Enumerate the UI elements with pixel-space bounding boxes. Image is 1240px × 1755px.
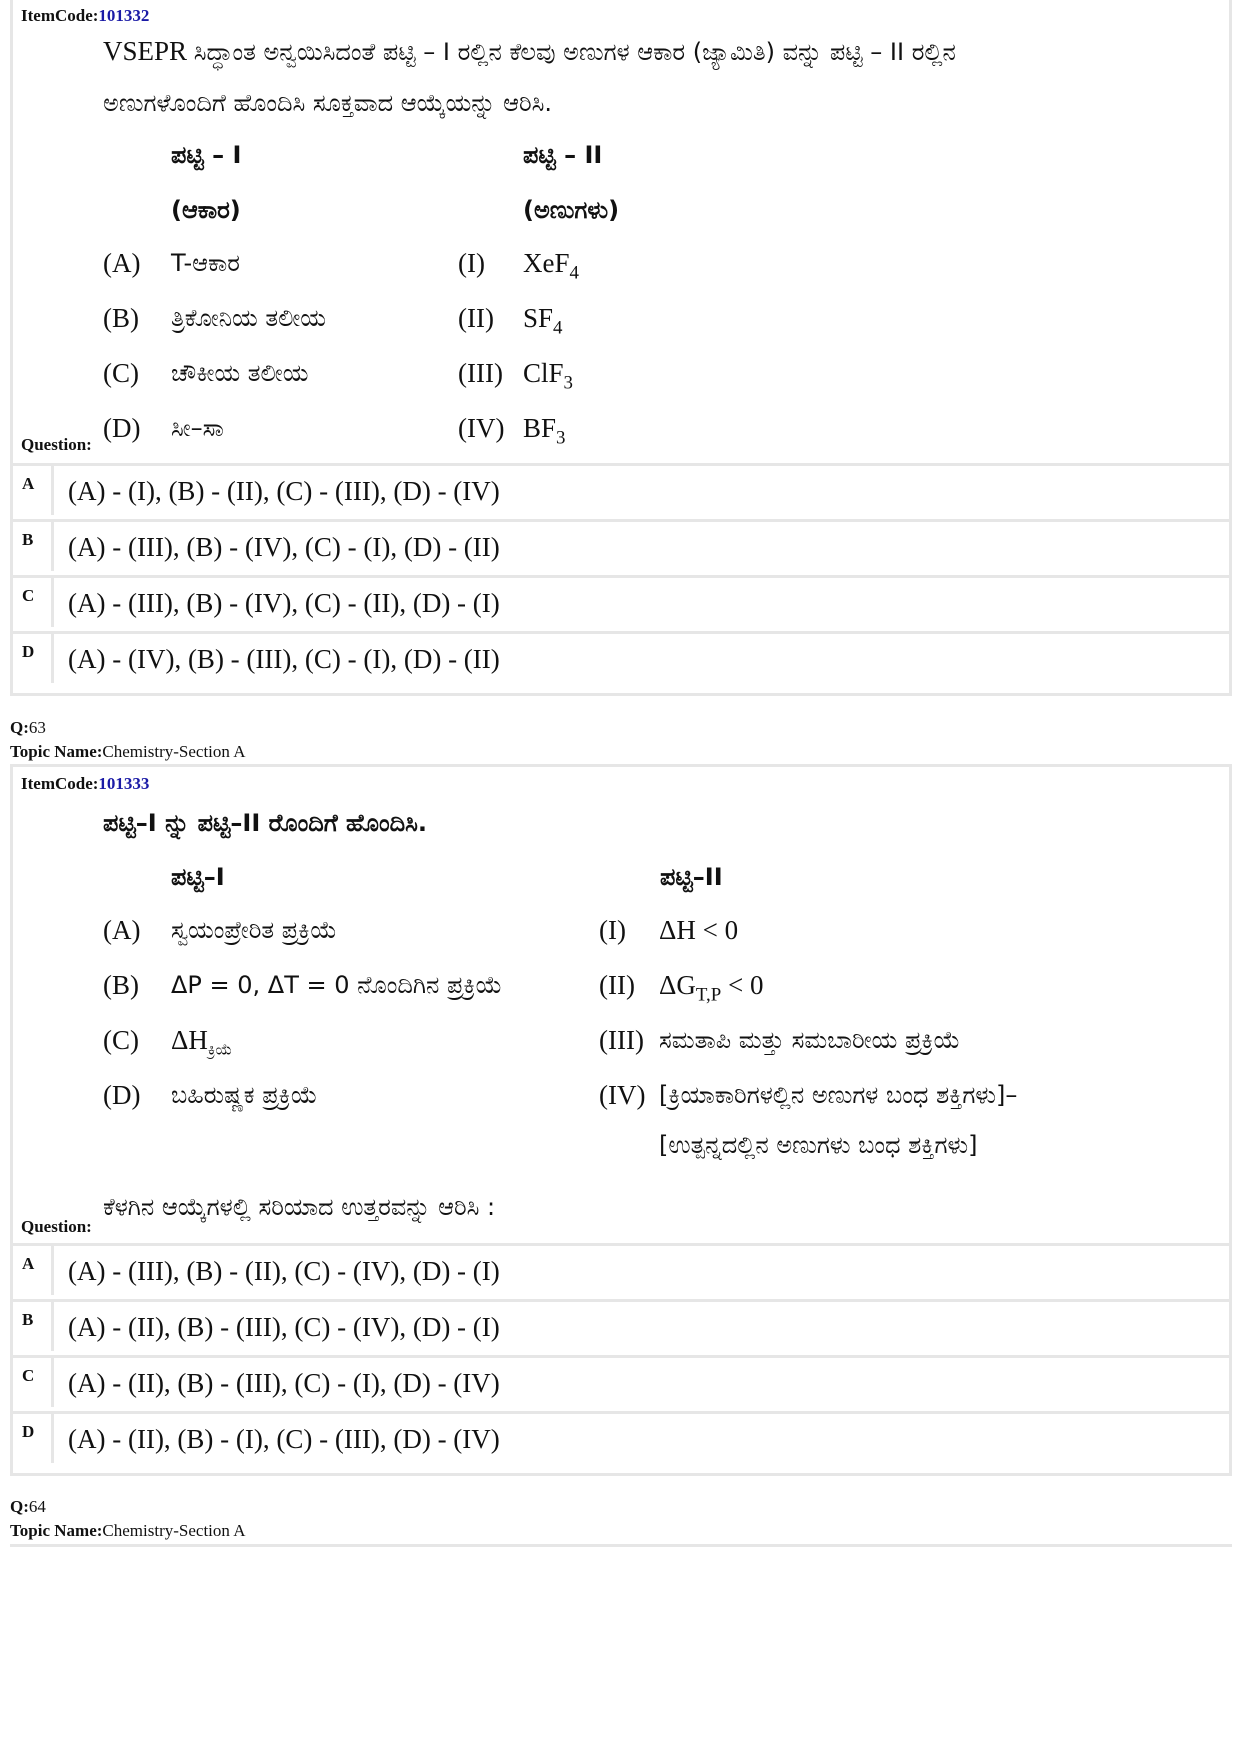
option-c[interactable] (13, 1355, 1229, 1407)
option-text: (A) - (III), (B) - (IV), (C) - (II), (D) - (I) (51, 578, 1229, 627)
row-formula: BF (523, 413, 557, 443)
row-shape: ತ್ರಿಕೋನಿಯ ತಲೀಯ (171, 304, 327, 332)
row-label: (A) (103, 915, 141, 945)
option-text: (A) - (II), (B) - (III), (C) - (IV), (D) - (I) (51, 1302, 1229, 1351)
option-c[interactable] (13, 575, 1229, 627)
row-match: [ಕ್ರಿಯಾಕಾರಿಗಳಲ್ಲಿನ ಅಣುಗಳ ಬಂಧ ಶಕ್ತಿಗಳು]– (659, 1081, 1018, 1109)
option-letter: C (22, 1366, 35, 1385)
list-2-title: ಪಟ್ಟಿ – II (523, 141, 603, 169)
row-item: ΔH (171, 1025, 208, 1055)
row-match-subscript: T,P (695, 984, 722, 1006)
option-text: (A) - (III), (B) - (II), (C) - (IV), (D) - (I) (51, 1246, 1229, 1295)
question-stem (103, 34, 1223, 120)
row-roman: (I) (599, 915, 626, 945)
row-shape: ಸೀ–ಸಾ (171, 414, 224, 442)
row-match-line-2: [ಉತ್ಪನ್ನದಲ್ಲಿನ ಅಣುಗಳು ಬಂಧ ಶಕ್ತಿಗಳು] (659, 1131, 978, 1159)
row-formula-subscript: 3 (563, 372, 573, 394)
item-code-value: 101333 (98, 774, 150, 793)
row-formula-subscript: 4 (553, 317, 563, 339)
row-roman: (II) (599, 970, 635, 1000)
option-text: (A) - (II), (B) - (III), (C) - (I), (D) - (IV) (51, 1358, 1229, 1407)
question-label: Question: (21, 1217, 92, 1236)
divider (10, 1544, 1232, 1547)
row-label: (C) (103, 358, 139, 388)
row-label: (C) (103, 1025, 139, 1055)
question-stem (103, 805, 427, 840)
question-card-63 (10, 764, 1232, 1476)
question-card-62 (10, 0, 1232, 696)
row-label: (D) (103, 1080, 141, 1110)
topic-name: Chemistry-Section A (102, 742, 246, 761)
row-formula-subscript: 3 (556, 427, 566, 449)
stem-line-1: ಪಟ್ಟಿ–I ನ್ನು ಪಟ್ಟಿ–II ರೊಂದಿಗೆ ಹೊಂದಿಸಿ. (103, 809, 427, 837)
item-code-label: ItemCode: (21, 774, 99, 793)
row-roman: (IV) (599, 1080, 646, 1110)
option-d[interactable] (13, 631, 1229, 683)
option-d[interactable] (13, 1411, 1229, 1463)
option-text: (A) - (III), (B) - (IV), (C) - (I), (D) - (II) (51, 522, 1229, 571)
question-label: Question: (21, 435, 92, 454)
row-item: ಸ್ವಯಂಪ್ರೇರಿತ ಪ್ರಕ್ರಿಯೆ (171, 916, 338, 944)
item-code-label: ItemCode: (21, 6, 99, 25)
list-1-subtitle: (ಆಕಾರ) (171, 196, 241, 224)
row-roman: (III) (458, 358, 503, 388)
option-letter: D (22, 642, 35, 661)
row-item: ΔP = 0, ΔT = 0 ನೊಂದಿಗಿನ ಪ್ರಕ್ರಿಯೆ (171, 971, 503, 999)
row-match: ΔG (659, 970, 696, 1000)
list-2-title: ಪಟ್ಟಿ–II (660, 863, 723, 891)
question-number-line (10, 718, 46, 738)
option-letter: D (22, 1422, 35, 1441)
option-letter: A (22, 1254, 35, 1273)
row-label: (A) (103, 248, 141, 278)
option-text: (A) - (I), (B) - (II), (C) - (III), (D) - (IV) (51, 466, 1229, 515)
row-label: (B) (103, 303, 139, 333)
row-item: ಬಹಿರುಷ್ಣಕ ಪ್ರಕ್ರಿಯೆ (171, 1081, 318, 1109)
option-letter: B (22, 1310, 34, 1329)
row-shape: ಚೌಕೀಯ ತಲೀಯ (171, 359, 309, 387)
list-1-title: ಪಟ್ಟಿ – I (171, 141, 242, 169)
row-shape: T-ಆಕಾರ (171, 249, 240, 277)
row-roman: (II) (458, 303, 494, 333)
option-a[interactable] (13, 1243, 1229, 1295)
row-match: ΔH < 0 (659, 915, 739, 945)
row-match-tail: < 0 (721, 970, 764, 1000)
q-label: Q: (10, 1497, 29, 1516)
row-label: (D) (103, 413, 141, 443)
stem-prefix: VSEPR (103, 36, 188, 66)
row-roman: (I) (458, 248, 485, 278)
topic-label: Topic Name: (10, 1521, 103, 1540)
row-formula: ClF (523, 358, 564, 388)
row-formula-subscript: 4 (569, 262, 579, 284)
row-formula: SF (523, 303, 554, 333)
option-letter: A (22, 474, 35, 493)
q-number: 64 (28, 1497, 46, 1516)
question-number-line (10, 1497, 46, 1517)
option-text: (A) - (IV), (B) - (III), (C) - (I), (D) - (II) (51, 634, 1229, 683)
question-stem-footer: ಕೆಳಗಿನ ಆಯ್ಕೆಗಳಲ್ಲಿ ಸರಿಯಾದ ಉತ್ತರವನ್ನು ಆರಿಸಿ : (103, 1193, 496, 1221)
topic-name: Chemistry-Section A (102, 1521, 246, 1540)
row-formula: XeF (523, 248, 570, 278)
row-match: ಸಮತಾಪಿ ಮತ್ತು ಸಮಬಾರೀಯ ಪ್ರಕ್ರಿಯೆ (659, 1026, 961, 1054)
option-letter: C (22, 586, 35, 605)
row-item-subscript: ಕ್ರಿಯೆ (207, 1040, 233, 1059)
stem-line-2: ಅಣುಗಳೊಂದಿಗೆ ಹೊಂದಿಸಿ ಸೂಕ್ತವಾದ ಆಯ್ಕೆಯನ್ನು ಆರಿಸಿ. (103, 89, 552, 117)
topic-line (10, 1521, 245, 1541)
item-code-value: 101332 (98, 6, 150, 25)
option-letter: B (22, 530, 34, 549)
q-number: 63 (28, 718, 46, 737)
option-b[interactable] (13, 1299, 1229, 1351)
list-2-subtitle: (ಅಣುಗಳು) (523, 196, 620, 224)
topic-label: Topic Name: (10, 742, 103, 761)
row-roman: (III) (599, 1025, 644, 1055)
option-text: (A) - (II), (B) - (I), (C) - (III), (D) - (IV) (51, 1414, 1229, 1463)
topic-line (10, 742, 245, 762)
q-label: Q: (10, 718, 29, 737)
row-label: (B) (103, 970, 139, 1000)
option-b[interactable] (13, 519, 1229, 571)
list-1-title: ಪಟ್ಟಿ–I (171, 863, 225, 891)
stem-line-1: ಸಿದ್ಧಾಂತ ಅನ್ವಯಿಸಿದಂತೆ ಪಟ್ಟಿ – I ರಲ್ಲಿನ ಕೆಲವು ಅಣುಗಳ ಆಕಾರ (ಜ್ಯಾಮಿತಿ) ವನ್ನು ಪಟ್ಟಿ – II ರಲ್ಲಿನ (193, 38, 956, 66)
row-roman: (IV) (458, 413, 505, 443)
option-a[interactable] (13, 463, 1229, 515)
